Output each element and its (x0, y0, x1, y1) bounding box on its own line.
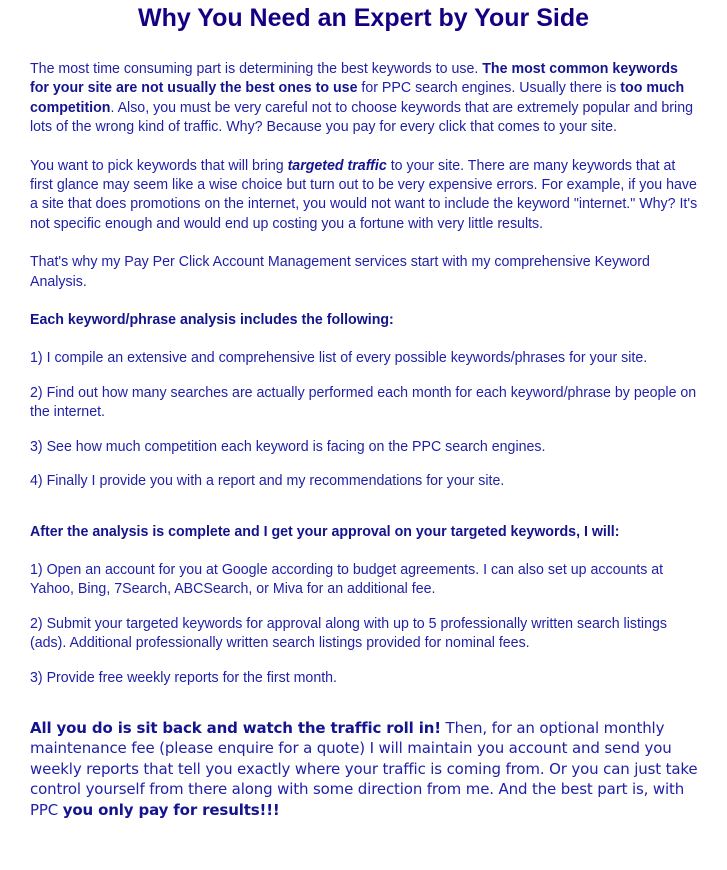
p2-text-2: to your site. There are many keywords that at first glance may seem like a wise choice but turn out to be very expensive errors. For example, if you have a site that does promotions on the internet, you would not want to include the keyword "internet." Why? It's not specific enough and would end up costing you a fortune with very little results. (30, 156, 698, 232)
spacer (30, 329, 700, 348)
p1-bold-2: too much competition (30, 79, 685, 116)
page-title: Why You Need an Expert by Your Side (137, 4, 590, 32)
p1-text-3: . Also, you must be very careful not to choose keywords that are extremely popular and bring lots of the wrong kind of traffic. Why? Because you pay for every click that comes to your site. (30, 98, 693, 136)
spacer (30, 137, 700, 156)
p2-bold-italic-targeted-traffic: targeted traffic (287, 156, 387, 174)
p1-text-2: for PPC search engines. Usually there is (357, 79, 621, 97)
spacer (30, 599, 700, 614)
spacer (30, 541, 700, 560)
spacer (30, 233, 700, 252)
p1-bold-1: The most common keywords for your site are not usually the best ones to use (30, 60, 678, 97)
list-item: 1) I compile an extensive and comprehensive list of every possible keywords/phrases for your site. (30, 349, 648, 367)
list-item: 3) See how much competition each keyword is facing on the PPC search engines. (30, 437, 546, 455)
spacer (30, 456, 700, 471)
closing-bold-1: All you do is sit back and watch the traffic roll in! (30, 718, 441, 737)
paragraph-closing (30, 718, 700, 820)
paragraph-intro (30, 59, 700, 137)
spacer (30, 291, 700, 310)
list-item: 3) Provide free weekly reports for the first month. (30, 668, 338, 686)
p1-text-1: The most time consuming part is determining the best keywords to use. (30, 60, 483, 77)
list-item: 2) Find out how many searches are actually performed each month for each keyword/phrase by people on the internet. (30, 383, 697, 421)
spacer (30, 368, 700, 383)
closing-text-1: Then, for an optional monthly maintenance fee (please enquire for a quote) I will maintain you account and send you weekly reports that tell you exactly where your traffic is coming from. Or you can just take control yourself from there along with some direction from me. And the best part is, with PPC (30, 718, 698, 819)
list-item: 2) Submit your targeted keywords for approval along with up to 5 professionally written search listings (ads). Additional professionally written search listings provided for nominal fees. (30, 614, 667, 652)
spacer (30, 422, 700, 437)
section-heading-after-analysis: After the analysis is complete and I get your approval on your targeted keywords, I will: (30, 522, 620, 540)
p2-text-1: You want to pick keywords that will bring (30, 156, 288, 174)
paragraph-services: That's why my Pay Per Click Account Management services start with my comprehensive Keyword Analysis. (30, 253, 650, 290)
spacer (30, 653, 700, 668)
document-body (0, 59, 727, 820)
list-item: 1) Open an account for you at Google according to budget agreements. I can also set up accounts at Yahoo, Bing, 7Search, ABCSearch, or Miva for an additional fee. (30, 560, 664, 598)
paragraph-targeted-traffic (30, 156, 700, 234)
closing-bold-2: you only pay for results!!! (62, 800, 280, 819)
section-spacer (30, 491, 700, 522)
list-item: 4) Finally I provide you with a report and my recommendations for your site. (30, 472, 505, 490)
section-heading-analysis-includes: Each keyword/phrase analysis includes the following: (30, 311, 394, 329)
title-spacer (0, 33, 727, 59)
section-spacer (30, 687, 700, 718)
